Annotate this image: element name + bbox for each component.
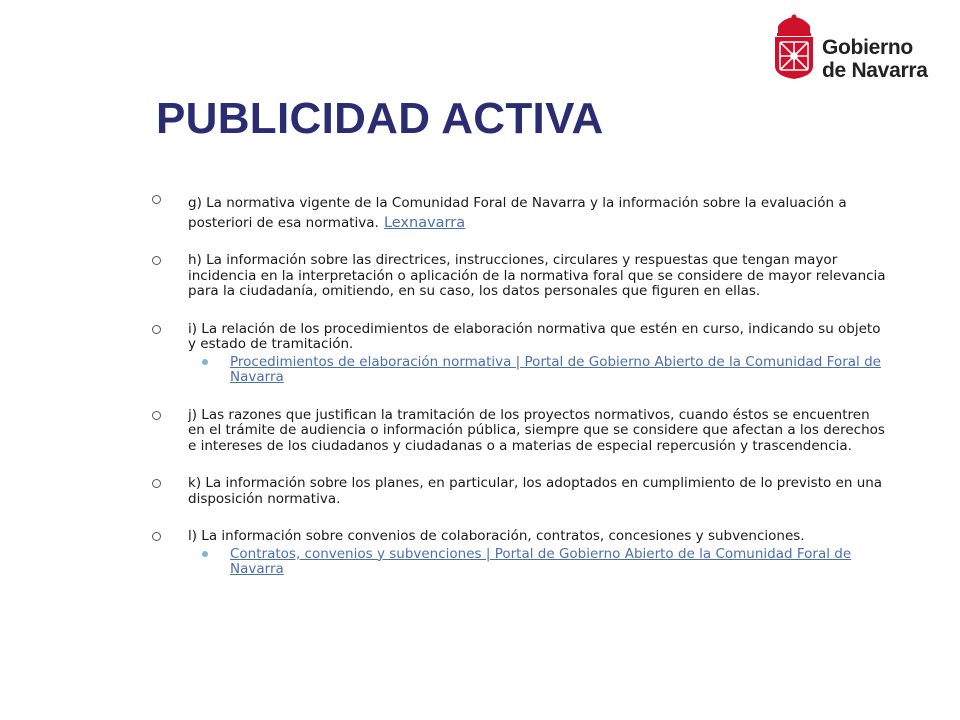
item-text: i) La relación de los procedimientos de elaboración normativa que estén en curso, indicando su objeto y estado de tramitación. — [188, 320, 881, 352]
list-item-k — [150, 476, 890, 507]
list-item-i — [150, 322, 890, 386]
sub-list-item — [188, 547, 890, 578]
item-text: l) La información sobre convenios de colaboración, contratos, concesiones y subvenciones. — [188, 528, 805, 544]
dot-bullet-icon — [202, 359, 208, 365]
content-list — [150, 192, 890, 578]
circle-bullet-icon — [152, 195, 161, 204]
lexnavarra-link[interactable]: Lexnavarra — [383, 214, 466, 231]
contratos-link[interactable]: Contratos, convenios y subvenciones | Portal de Gobierno Abierto de la Comunidad Foral de Navarra — [230, 545, 852, 577]
item-text: h) La información sobre las directrices, instrucciones, circulares y respuestas que tengan mayor incidencia en la interpretación o aplicación de la normativa foral que se considere de mayor relevancia para la ciudadanía, omitiendo, en su caso, los datos personales que figuren en ellas. — [188, 252, 886, 299]
list-item-g — [150, 192, 890, 231]
item-text: j) Las razones que justifican la tramitación de los proyectos normativos, cuando éstos se encuentren en el trámite de audiencia o información pública, siempre que se considere que afectan a los derechos e intereses de los ciudadanos y ciudadanas o a materias de especial repercusión y trascendencia. — [188, 406, 885, 454]
item-text: k) La información sobre los planes, en particular, los adoptados en cumplimiento de lo previsto en una disposición normativa. — [188, 475, 883, 507]
logo-line-1: Gobierno — [822, 36, 913, 59]
circle-bullet-icon — [152, 532, 161, 541]
dot-bullet-icon — [202, 551, 208, 557]
list-item-l — [150, 529, 890, 578]
logo-line-2: de Navarra — [822, 59, 928, 82]
circle-bullet-icon — [152, 411, 161, 420]
procedimientos-link[interactable]: Procedimientos de elaboración normativa | Portal de Gobierno Abierto de la Comunidad Foral de Navarra — [230, 353, 881, 385]
item-text: g) La normativa vigente de la Comunidad Foral de Navarra y la información sobre la evaluación a posteriori de esa normativa. — [188, 195, 847, 231]
navarra-coat-of-arms-icon — [772, 14, 816, 80]
page-title: PUBLICIDAD ACTIVA — [156, 94, 604, 143]
list-item-j — [150, 408, 890, 455]
gobierno-de-navarra-logo — [772, 14, 942, 80]
list-item-h — [150, 253, 890, 300]
sub-list-item — [188, 355, 890, 386]
circle-bullet-icon — [152, 325, 161, 334]
circle-bullet-icon — [152, 479, 161, 488]
circle-bullet-icon — [152, 256, 161, 265]
